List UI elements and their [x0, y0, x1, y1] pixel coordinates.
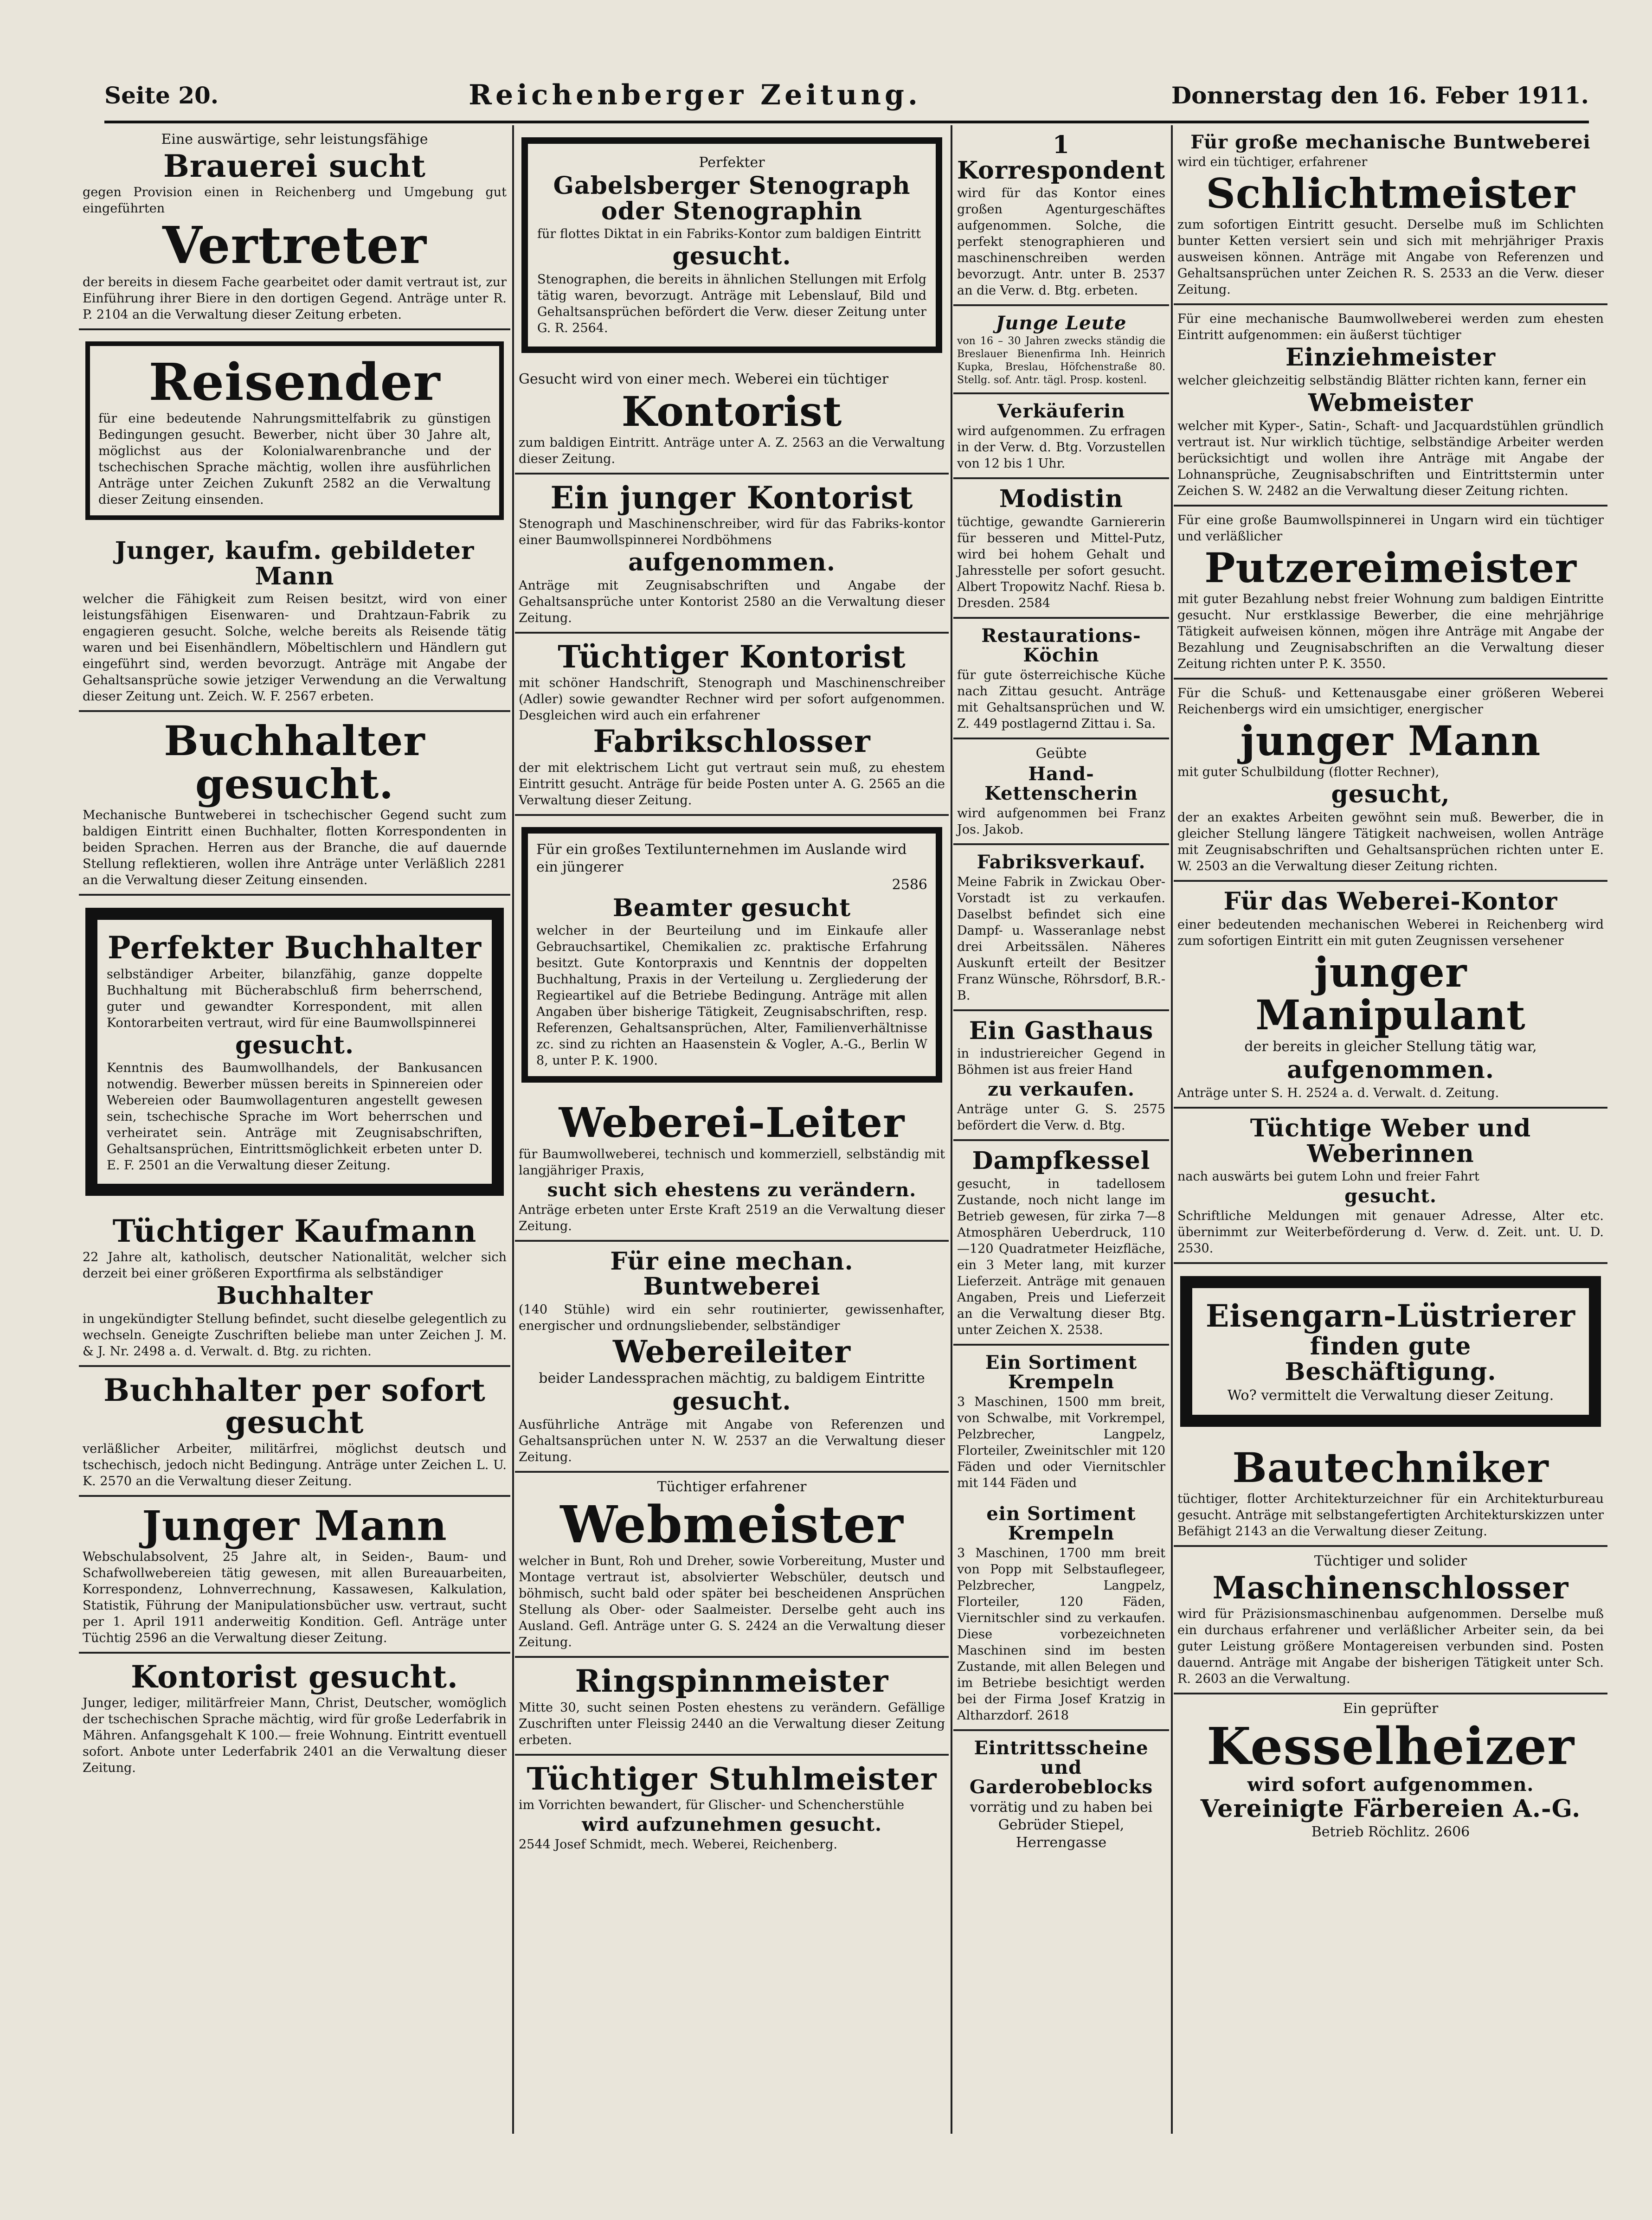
- ad-putzereimeister: Für eine große Baumwollspinnerei in Ungarn wird ein tüchtiger und verläßlicher Putzereimeister mit guter Bezahlung nebst freier Wohnung zum baldigen Eintritte gesucht. Nur erstklassige Bewerber, die eine mehrjährige Tätigkeit aufweisen können, mögen ihre Anträge mit Angabe der Bezahlung und Zeugnisabschriften an die Verwaltung dieser Zeitung richten unter P. K. 3550.: [1174, 507, 1607, 680]
- ad-headline: Kontorist gesucht.: [131, 1659, 458, 1695]
- ad-headline: Ein Sortiment Krempeln: [985, 1351, 1138, 1393]
- ad-dampfkessel: Dampfkessel gesucht, in tadellosem Zustande, noch nicht lange im Betrieb gewesen, für zirka 7—8 Atmosphären Ueberdruck, 110—120 Quadratmeter Heizfläche, ein 3 Meter lang, mit kurzer Lieferzeit. Anträge mit genauen Angaben, Preis und Lieferzeit an die Verwaltung dieser Btg. unter Zeichen X. 2538.: [953, 1141, 1169, 1346]
- ad-headline: Tüchtiger Kontorist: [558, 639, 906, 675]
- column-3: [953, 125, 1169, 2134]
- ad-headline: Buchhalter gesucht.: [164, 717, 425, 808]
- page-number: Seite 20.: [104, 81, 219, 109]
- ad-webmeister: Tüchtiger erfahrener Webmeister welcher in Bunt, Roh und Dreher, sowie Vorbereitung, Muster und Montage vertraut ist, absolvierter Webschüler, deutsch und böhmisch, sucht bald oder später bei bescheidenen Ansprüchen Stellung als Ober- oder Saalmeister. Derselbe geht auch ins Ausland. Gefl. Anträge unter G. S. 2424 an die Verwaltung dieser Zeitung.: [515, 1473, 949, 1658]
- ad-headline: Ein Gasthaus: [969, 1016, 1154, 1045]
- ad-headline: Webmeister: [560, 1494, 904, 1554]
- ad-headline: Eintrittsscheine und Garderobeblocks: [969, 1737, 1153, 1798]
- ad-fabriksverkauf: Fabriksverkauf. Meine Fabrik in Zwickau Ober-Vorstadt ist zu verkaufen. Daselbst befindet sich eine Dampf- u. Wasseranlage nebst drei Arbeitssälen. Näheres Auskunft erteilt der Besitzer Franz Wünsche, Röhrsdorf, B.R.-B.: [953, 845, 1169, 1011]
- issue-date: Donnerstag den 16. Feber 1911.: [1171, 81, 1589, 109]
- ad-junger-kontorist: Ein junger Kontorist Stenograph und Maschinenschreiber, wird für das Fabriks-kontor einer Baumwollspinnerei Nordböhmens aufgenommen. Anträge mit Zeugnisabschriften und Angabe der Gehaltsansprüche unter Kontorist 2580 an die Verwaltung dieser Zeitung.: [515, 475, 949, 634]
- ad-headline: Buchhalter per sofort gesucht: [103, 1372, 486, 1441]
- ad-headline: Für große mechanische Buntweberei: [1190, 131, 1591, 153]
- ad-headline: Maschinenschlosser: [1212, 1569, 1569, 1606]
- ad-headline: Verkäuferin: [997, 400, 1125, 423]
- ad-weberei-leiter: Weberei-Leiter für Baumwollweberei, technisch und kommerziell, selbständig mit langjähriger Praxis, sucht sich ehestens zu verändern. Anträge erbeten unter Erste Kraft 2519 an die Verwaltung dieser Zeitung.: [515, 1094, 949, 1241]
- ad-headline: Hand-Kettenscherin: [984, 763, 1138, 804]
- ad-headline: Reisender: [148, 352, 441, 412]
- ad-krempeln-1: Ein Sortiment Krempeln 3 Maschinen, 1500 mm breit, von Schwalbe, mit Vorkrempel, Pelzbrecher, Langpelz, Florteiler, Zweinitschler mit 120 Fäden und oder Viernitschler mit 144 Fäden und: [957, 1351, 1165, 1490]
- ad-kaufmann: Tüchtiger Kaufmann 22 Jahre alt, katholisch, deutscher Nationalität, welcher sich derzeit bei einer größeren Exportfirma als selbständiger Buchhalter in ungekündigter Stellung befindet, sucht dieselbe gelegentlich zu wechseln. Geneigte Zuschriften beliebe man unter Zeichen J. M. & J. Nr. 2498 a. d. Verwalt. d. Btg. zu richten.: [79, 1208, 510, 1367]
- ad-headline: Gabelsberger Stenograph oder Stenographin: [553, 172, 911, 225]
- ad-krempeln-2: ein Sortiment Krempeln 3 Maschinen, 1700 mm breit von Popp mit Selbstauflegeer, Pelzbrecher, Langpelz, Florteiler, 120 Fäden, Viernitschler sind zu verkaufen. Diese vorbezeichneten Maschinen sind im besten Zustande, mit allen Belegen und im Betriebe besichtigt werden bei der Firma Josef Kratzig in Altharzdorf. 2618: [953, 1497, 1169, 1731]
- ad-buchhalter-sofort: Buchhalter per sofort gesucht verläßlicher Arbeiter, militärfrei, möglichst deutsch und tschechisch, jedoch nicht Bedingung. Anträge unter Zeichen L. U. K. 2570 an die Verwaltung dieser Zeitung.: [79, 1367, 510, 1497]
- ad-buchhalter-gesucht: Buchhalter gesucht. Mechanische Buntweberei in tschechischer Gegend sucht zum baldigen Eintritt einen Buchhalter, flotten Korrespondenten in beiden Sprachen. Herren aus der Branche, die auf dauernde Stellung reflektieren, wollen ihre Anträge unter Verläßlich 2281 an die Verwaltung dieser Zeitung einsenden.: [79, 712, 510, 896]
- ad-kesselheizer: Ein geprüfter Kesselheizer wird sofort aufgenommen. Vereinigte Färbereien A.-G. Betrieb Röchlitz. 2606: [1174, 1694, 1607, 1847]
- page-header: [104, 70, 1589, 123]
- ad-headline: Vertreter: [162, 215, 427, 276]
- ad-headline: Bautechniker: [1232, 1443, 1549, 1492]
- ad-korrespondent: 1 Korrespondent wird für das Kontor eines großen Agenturgeschäftes aufgenommen. Solche, die perfekt stenographieren und maschinenschreiben werden bevorzugt. Antr. unter B. 2537 an die Verw. d. Btg. erbeten.: [953, 125, 1169, 306]
- ad-ringspinnmeister: Ringspinnmeister Mitte 30, sucht seinen Posten ehestens zu verändern. Gefällige Zuschriften unter Fleissig 2440 an die Verwaltung dieser Zeitung erbeten.: [515, 1658, 949, 1755]
- ad-maschinenschlosser: Tüchtiger und solider Maschinenschlosser wird für Präzisionsmaschinenbau aufgenommen. Derselbe muß ein durchaus erfahrener und verläßlicher Arbeiter sein, da bei guter Leistung größere Montagereisen verbunden sind. Posten dauernd. Anträge mit Angabe der bisherigen Tätigkeit unter Sch. R. 2603 an die Verwaltung.: [1174, 1547, 1607, 1694]
- newspaper-title: Reichenberger Zeitung.: [469, 79, 921, 111]
- ad-eintrittsscheine: Eintrittsscheine und Garderobeblocks vorrätig und zu haben bei Gebrüder Stiepel, Herrengasse: [953, 1731, 1169, 1857]
- ad-headline: Kesselheizer: [1207, 1716, 1575, 1777]
- ad-headline: Kontorist: [621, 387, 842, 436]
- ad-einziehmeister: Für eine mechanische Baumwollweberei werden zum ehesten Eintritt aufgenommen: ein äußerst tüchtiger Einziehmeister welcher gleichzeitig selbständig Blätter richten kann, ferner ein Webmeister welcher mit Kyper-, Satin-, Schaft- und Jacquardstühlen gründlich vertraut ist. Nur wirklich tüchtige, selbständige Arbeiter werden berücksichtigt und wollen ihre Anträge mit Angabe der Lohnansprüche, Zeugnisabschriften und Eintrittstermin unter Zeichen S. W. 2482 an die Verwaltung dieser Zeitung richten.: [1174, 305, 1607, 506]
- ad-headline: Tüchtiger Kaufmann: [112, 1213, 477, 1250]
- column-rule: [951, 125, 952, 2134]
- ad-beamter: Für ein großes Textilunternehmen im Auslande wird ein jüngerer 2586 Beamter gesucht welcher in der Beurteilung und im Einkaufe aller Gebrauchsartikel, Chemikalien zc. praktische Erfahrung besitzt. Gute Kontorpraxis und Kenntnis der doppelten Buchhaltung, Praxis in der Verteilung u. Zergliederung der Regieartikel auf die Betriebe Bedingung. Anträge mit allen Angaben über bisherige Tätigkeit, Zeugnisabschriften, resp. Referenzen, Gehaltsansprüchen, Alter, Familienverhältnisse zc. sind zu richten an Haasenstein & Vogler, A.-G., Berlin W 8, unter P. K. 1900.: [515, 816, 949, 1094]
- ad-headline: Für das Weberei-Kontor: [1223, 887, 1558, 916]
- ad-headline: Tüchtige Weber und Weberinnen: [1250, 1114, 1531, 1168]
- ad-headline: Einziehmeister: [1285, 343, 1496, 372]
- ad-junger-kaufm: Junger, kaufm. gebildeter Mann welcher die Fähigkeit zum Reisen besitzt, wird von einer leistungsfähigen Eisenwaren- und Drahtzaun-Fabrik zu engagieren gesucht. Solche, welche bereits als Reisende tätig waren und bei Eisenhändlern, Möbeltischlern und Händlern gut eingeführt sind, werden bevorzugt. Anträge mit Angabe der Gehaltsansprüche sowie jetziger Verwendung an die Verwaltung dieser Zeitung unt. Zeich. W. F. 2567 erbeten.: [79, 531, 510, 712]
- ad-headline: 1 Korrespondent: [957, 131, 1166, 185]
- ad-headline: Weberei-Leiter: [559, 1098, 905, 1147]
- ad-headline: Modistin: [999, 485, 1124, 513]
- ad-kontorist-gesucht: Kontorist gesucht. Junger, lediger, militärfreier Mann, Christ, Deutscher, womöglich der tschechischen Sprache mächtig, wird für große Lederfabrik in Mähren. Anfangsgehalt K 100.— freie Wohnung. Eintritt eventuell sofort. Anbote unter Lederfabrik 2401 an die Verwaltung dieser Zeitung.: [83, 1659, 507, 1776]
- ad-headline: junger Mann: [1240, 716, 1541, 765]
- ad-junge-leute: Junge Leute von 16 – 30 Jahren zwecks ständig die Breslauer Bienenfirma Inh. Heinrich Kupka, Breslau, Höfchenstraße 80. Stellg. sof. Antr. tägl. Prosp. kostenl.: [953, 306, 1169, 394]
- column-4: [1174, 125, 1607, 2134]
- ad-headline: Junge Leute: [996, 312, 1127, 334]
- ad-headline: Beamter gesucht: [612, 893, 851, 922]
- ad-tuechtiger-kontorist: Tüchtiger Kontorist mit schöner Handschrift, Stenograph und Maschinenschreiber (Adler) sowie gewandter Rechner wird per sofort aufgenommen. Desgleichen wird auch ein erfahrener Fabrikschlosser der mit elektrischem Licht gut vertraut sein muß, zu ehestem Eintritt gesucht. Anträge für beide Posten unter A. G. 2565 an die Verwaltung dieser Zeitung.: [515, 634, 949, 816]
- ad-headline: Fabriksverkauf.: [977, 851, 1146, 873]
- ad-bautechniker: Bautechniker tüchtiger, flotter Architekturzeichner für ein Architekturbureau gesucht. Anträge mit selbstangefertigten Architekturskizzen unter Befähigt 2143 an die Verwaltung dieser Zeitung.: [1174, 1439, 1607, 1547]
- ad-headline: Für eine mechan. Buntweberei: [610, 1247, 854, 1301]
- ad-koechin: Restaurations-Köchin für gute österreichische Küche nach Zittau gesucht. Anträge mit Gehaltsansprüchen und W. Z. 449 postlagernd Zittau i. Sa.: [953, 619, 1169, 739]
- ad-headline: Dampfkessel: [972, 1147, 1151, 1175]
- ad-kettenscherin: Geübte Hand-Kettenscherin wird aufgenommen bei Franz Jos. Jakob.: [953, 739, 1169, 845]
- ad-gasthaus: Ein Gasthaus in industriereicher Gegend in Böhmen ist aus freier Hand zu verkaufen. Anträge unter G. S. 2575 befördert die Verw. d. Btg.: [953, 1011, 1169, 1142]
- ad-weber-weberinnen: Tüchtige Weber und Weberinnen nach auswärts bei gutem Lohn und freier Fahrt gesucht. Schriftliche Meldungen mit genauer Adresse, Alter etc. übernimmt zur Weiterbeförderung d. Verw. d. Zeit. unt. U. D. 2530.: [1174, 1109, 1607, 1264]
- ad-perfekter-buchhalter: Perfekter Buchhalter selbständiger Arbeiter, bilanzfähig, ganze doppelte Buchhaltung mit Bücherabschluß firm beherrschend, guter und gewandter Korrespondent, mit allen Kontorarbeiten vertraut, wird für eine Baumwollspinnerei gesucht. Kenntnis des Baumwollhandels, der Bankusancen notwendig. Bewerber müssen bereits in Spinnereien oder Webereien oder Baumwollagenturen angestellt gewesen sein, tschechische Sprache im Wort beherrschen und verheiratet sein. Anträge mit Zeugnisabschriften, Gehaltsansprüchen, Eintrittsmöglichkeit erbeten unter D. E. F. 2501 an die Verwaltung dieser Zeitung.: [79, 896, 510, 1208]
- column-1: [79, 125, 510, 2134]
- ad-schlichtmeister: Für große mechanische Buntweberei wird ein tüchtiger, erfahrener Schlichtmeister zum sofortigen Eintritt gesucht. Derselbe muß im Schlichten bunter Ketten versiert sein und sich mit mehrjähriger Praxis ausweisen können. Anträge mit Angabe von Referenzen und Gehaltsansprüchen unter Zeichen R. S. 2533 an die Verw. dieser Zeitung.: [1174, 125, 1607, 305]
- ad-headline: Brauerei sucht: [163, 148, 426, 184]
- ad-brauerei: Eine auswärtige, sehr leistungsfähige Brauerei sucht gegen Provision einen in Reichenberg und Umgebung gut eingeführten Vertreter der bereits in diesem Fache gearbeitet oder damit vertraut ist, zur Einführung ihrer Biere in den dortigen Gegend. Anträge unter R. P. 2104 an die Verwaltung dieser Zeitung erbeten.: [79, 125, 510, 330]
- ad-eisengarn: Eisengarn-Lüstrierer finden gute Beschäftigung. Wo? vermittelt die Verwaltung dieser Zeitung.: [1174, 1264, 1607, 1438]
- ad-headline: Perfekter Buchhalter: [108, 930, 482, 966]
- ad-weberei-kontor: Für das Weberei-Kontor einer bedeutenden mechanischen Weberei in Reichenberg wird zum sofortigen Eintritt ein mit guten Zeugnissen versehener junger Manipulant der bereits in gleicher Stellung tätig war, aufgenommen. Anträge unter S. H. 2524 a. d. Verwalt. d. Zeitung.: [1174, 882, 1607, 1109]
- column-rule: [512, 125, 514, 2134]
- ad-headline: Ringspinnmeister: [575, 1663, 889, 1700]
- ad-kontorist: Gesucht wird von einer mech. Weberei ein tüchtiger Kontorist zum baldigen Eintritt. Anträge unter A. Z. 2563 an die Verwaltung dieser Zeitung.: [515, 365, 949, 475]
- ad-headline: ein Sortiment Krempeln: [986, 1502, 1136, 1544]
- ad-modistin: Modistin tüchtige, gewandte Garniererin für besseren und Mittel-Putz, wird bei hohem Gehalt und Jahresstelle per sofort gesucht. Albert Tropowitz Nachf. Riesa b. Dresden. 2584: [953, 479, 1169, 619]
- ad-junger-mann: Junger Mann Webschulabsolvent, 25 Jahre alt, in Seiden-, Baum- und Schafwollwebereien tätig gewesen, mit allen Bureauarbeiten, Korrespondenz, Lohnverrechnung, Kassawesen, Kalkulation, Statistik, Führung der Manipulationsbücher usw. vertraut, sucht per 1. April 1911 anderweitig Kondition. Gefl. Anträge unter Tüchtig 2596 an die Verwaltung dieser Zeitung.: [79, 1497, 510, 1654]
- ad-buntweberei: Für eine mechan. Buntweberei (140 Stühle) wird ein sehr routinierter, gewissenhafter, energischer und ordnungsliebender, selbständiger Webereileiter beider Landessprachen mächtig, zu baldigem Eintritte gesucht. Ausführliche Anträge mit Angabe von Referenzen und Gehaltsansprüchen unter N. W. 2537 an die Verwaltung dieser Zeitung.: [515, 1242, 949, 1473]
- ad-headline: Ein junger Kontorist: [550, 480, 913, 516]
- ad-stuhlmeister: Tüchtiger Stuhlmeister im Vorrichten bewandert, für Glischer- und Schencherstühle wird aufzunehmen gesucht. 2544 Josef Schmidt, mech. Weberei, Reichenberg.: [515, 1756, 949, 1858]
- ad-headline: Tüchtiger Stuhlmeister: [527, 1760, 937, 1797]
- ad-reisender: Reisender für eine bedeutende Nahrungsmittelfabrik zu günstigen Bedingungen gesucht. Bewerber, nicht über 30 Jahre alt, möglichst aus der Kolonialwarenbranche und der tschechischen Sprache mächtig, wollen ihre ausführlichen Anträge unter Zeichen Zukunft 2582 an die Verwaltung dieser Zeitung einsenden.: [79, 330, 510, 532]
- ad-junger-mann-kette: Für die Schuß- und Kettenausgabe einer größeren Weberei Reichenbergs wird ein umsichtiger, energischer junger Mann mit guter Schulbildung (flotter Rechner), gesucht, der an exaktes Arbeiten gewöhnt sein muß. Bewerber, die in gleicher Stellung längere Tätigkeit nachweisen, wollen Anträge mit Zeugnisabschriften und Gehaltsansprüchen richten unter E. W. 2503 an die Verwaltung dieser Zeitung richten.: [1174, 680, 1607, 882]
- ad-headline: Putzereimeister: [1204, 543, 1577, 592]
- ad-headline: Junger Mann: [142, 1501, 447, 1550]
- ad-headline: Junger, kaufm. gebildeter Mann: [115, 537, 475, 590]
- ad-headline: Eisengarn-Lüstrierer: [1206, 1298, 1575, 1335]
- ad-stenograph: Perfekter Gabelsberger Stenograph oder Stenographin für flottes Diktat in ein Fabriks-Kontor zum baldigen Eintritt gesucht. Stenographen, die bereits in ähnlichen Stellungen mit Erfolg tätig waren, bevorzugt. Anträge mit Lebenslauf, Bild und Gehaltsansprüchen befördert die Verw. dieser Zeitung unter G. R. 2564.: [515, 125, 949, 365]
- column-2: [515, 125, 949, 2134]
- ad-headline: Restaurations-Köchin: [981, 624, 1141, 666]
- ad-verkaeuferin: Verkäuferin wird aufgenommen. Zu erfragen in der Verw. d. Btg. Vorzustellen von 12 bis 1 Uhr.: [953, 394, 1169, 479]
- column-rule: [1171, 125, 1173, 2134]
